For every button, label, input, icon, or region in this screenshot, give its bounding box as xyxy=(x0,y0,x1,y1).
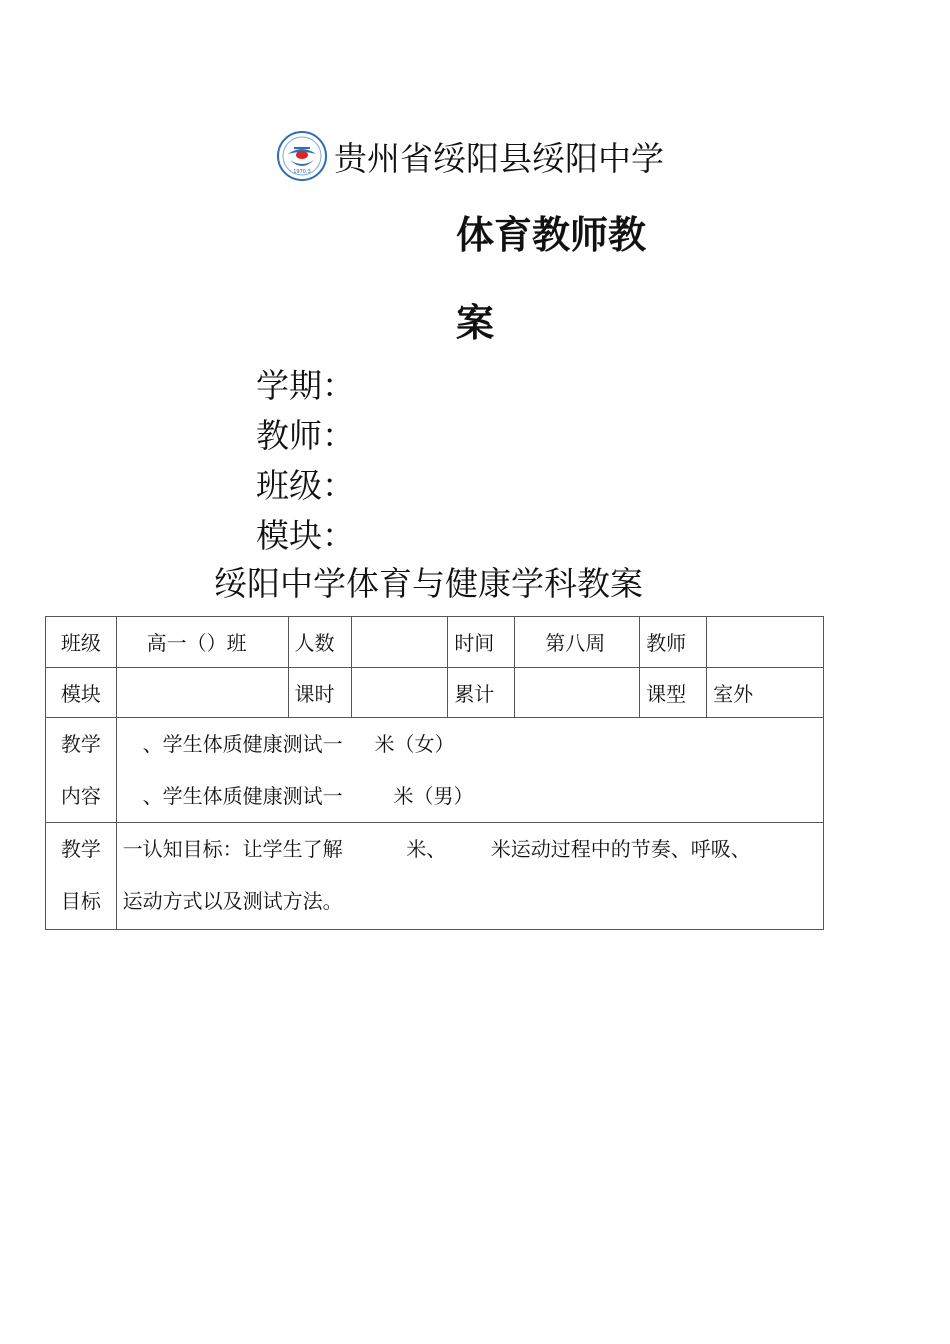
school-header xyxy=(276,128,664,184)
goals-line-1: 一认知目标：让学生了解 米、 米运动过程中的节奏、呼吸、 xyxy=(122,837,751,861)
logo-text: 1970.3 xyxy=(293,169,311,175)
module-label-cell: 模块 xyxy=(46,668,117,718)
goals-label-cell: 教学 目标 xyxy=(46,823,117,930)
table-row xyxy=(46,668,824,718)
class-value-cell: 高一（）班 xyxy=(116,617,288,668)
content-line-1: 、学生体质健康测试一 米（女） xyxy=(142,732,455,756)
teacher-value-cell xyxy=(707,617,824,668)
doc-title-line1: 体育教师教 xyxy=(456,213,647,257)
time-label-cell: 时间 xyxy=(448,617,515,668)
total-value-cell xyxy=(515,668,640,718)
content-value-cell xyxy=(116,718,823,823)
type-label-cell: 课型 xyxy=(640,668,707,718)
school-name: 贵州省绥阳县绥阳中学 xyxy=(334,138,664,178)
term-field: 学期： xyxy=(256,366,355,405)
teacher-label-cell: 教师 xyxy=(640,617,707,668)
lesson-plan-table xyxy=(45,616,824,930)
hours-label-cell: 课时 xyxy=(288,668,352,718)
module-value-cell xyxy=(116,668,288,718)
content-line-2: 、学生体质健康测试一 米（男） xyxy=(142,784,474,808)
type-value-cell: 室外 xyxy=(707,668,824,718)
module-field: 模块： xyxy=(256,516,355,555)
table-row xyxy=(46,718,824,823)
class-field: 班级： xyxy=(256,466,355,505)
school-emblem-icon xyxy=(276,130,328,182)
class-label-cell: 班级 xyxy=(46,617,117,668)
teacher-field: 教师： xyxy=(256,416,355,455)
count-label-cell: 人数 xyxy=(288,617,352,668)
time-value-cell: 第八周 xyxy=(515,617,640,668)
subject-title: 绥阳中学体育与健康学科教案 xyxy=(214,564,643,603)
table-row xyxy=(46,823,824,930)
hours-value-cell xyxy=(352,668,448,718)
total-label-cell: 累计 xyxy=(448,668,515,718)
goals-line-2: 运动方式以及测试方法。 xyxy=(122,889,343,913)
goals-value-cell xyxy=(116,823,823,930)
count-value-cell xyxy=(352,617,448,668)
doc-title-line2: 案 xyxy=(456,301,495,345)
table-row xyxy=(46,617,824,668)
content-label-cell: 教学 内容 xyxy=(46,718,117,823)
